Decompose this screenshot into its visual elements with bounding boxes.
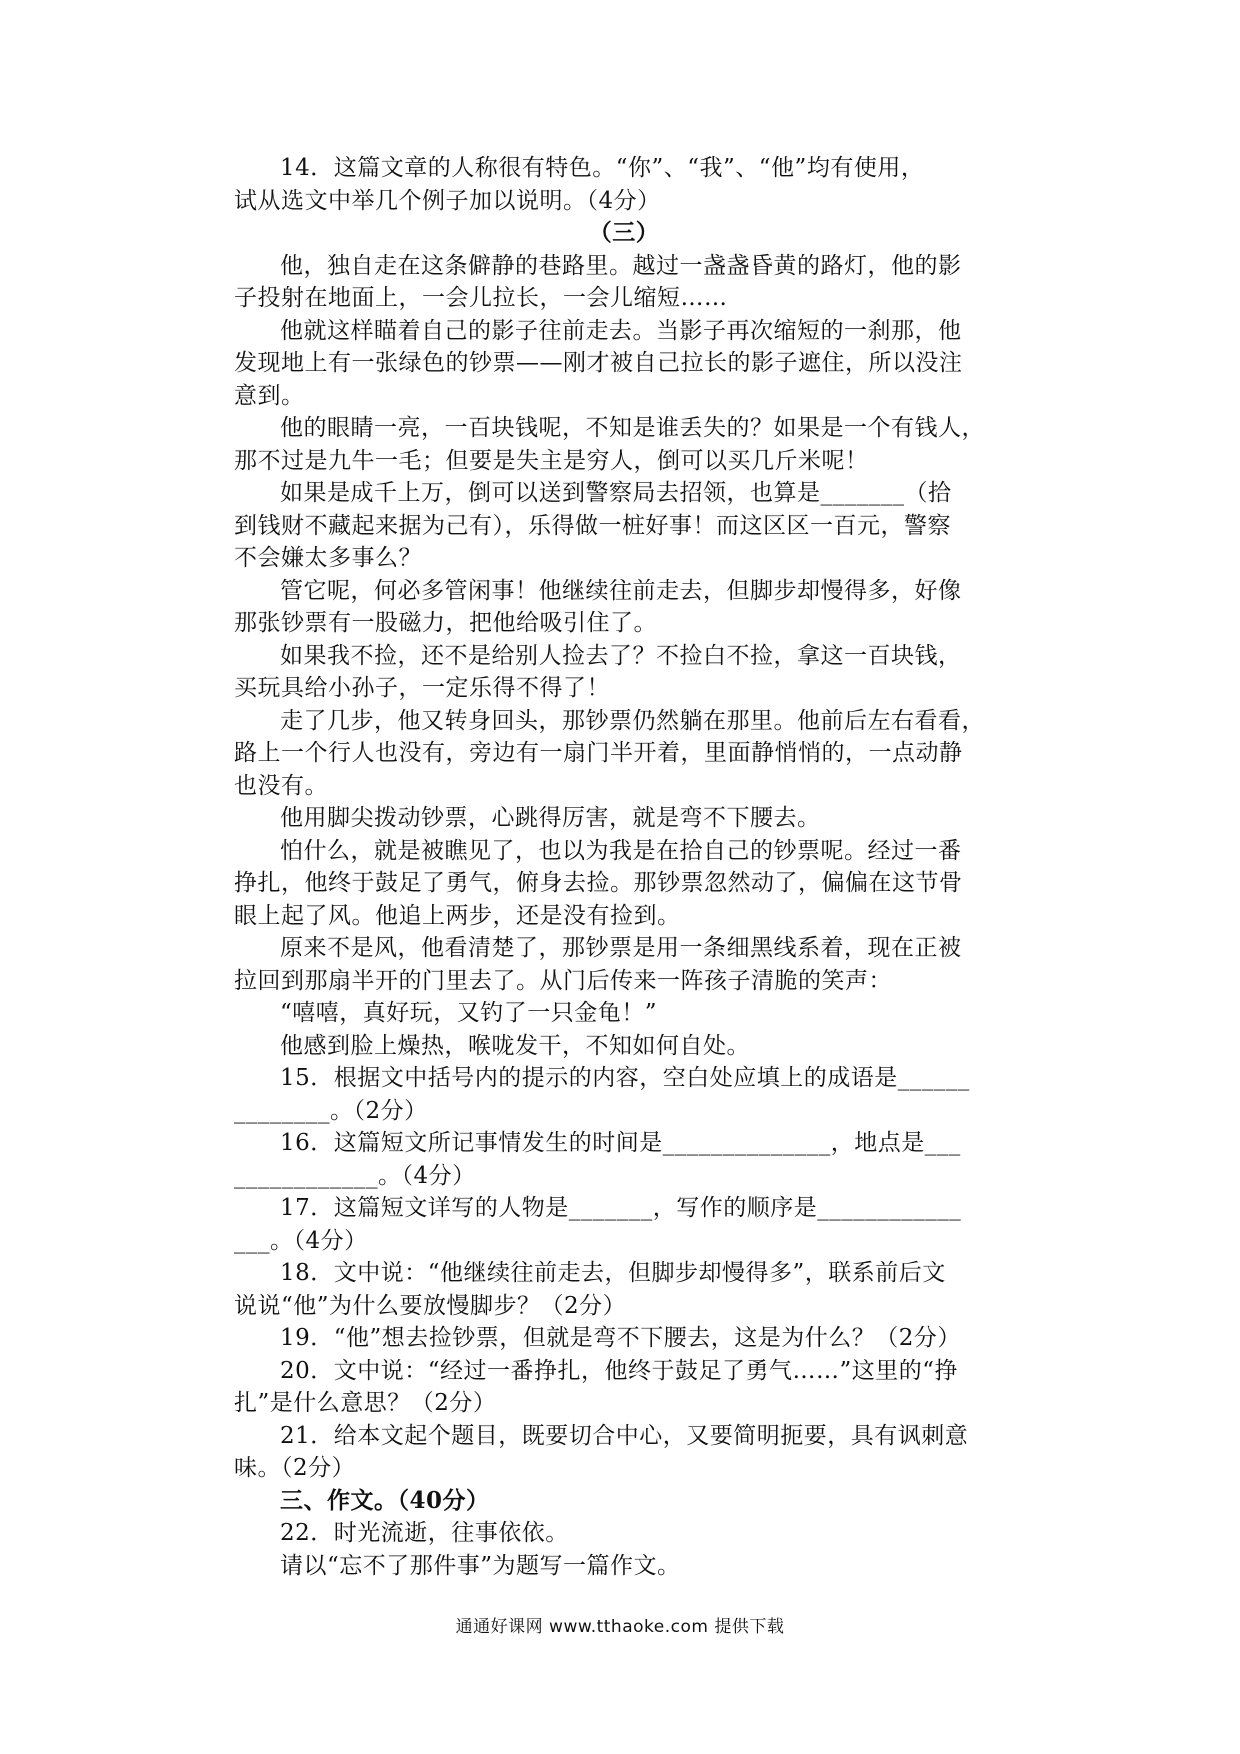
text-line: 18．文中说：“他继续往前走去，但脚步却慢得多”，联系前后文 [280,1260,946,1286]
text-line: 16．这篇短文所记事情发生的时间是______________，地点是___ [280,1130,961,1156]
text-line: 子投射在地面上，一会儿拉长，一会儿缩短…… [234,285,728,311]
text-line: 路上一个行人也没有，旁边有一扇门半开着，里面静悄悄的，一点动静 [234,740,963,766]
text-line: 请以“忘不了那件事”为题写一篇作文。 [280,1552,681,1579]
text-line: “嘻嘻，真好玩，又钓了一只金龟！” [280,1000,658,1026]
text-line: 如果我不捡，还不是给别人捡去了？不捡白不捡，拿这一百块钱， [280,642,962,669]
text-line: 发现地上有一张绿色的钞票——刚才被自己拉长的影子遮住，所以没注 [234,350,963,376]
text-line: 他用脚尖拨动钞票，心跳得厉害，就是弯不下腰去。 [280,805,821,831]
text-line: 拉回到那扇半开的门里去了。从门后传来一阵孩子清脆的笑声： [234,967,892,994]
text-line: 意到。 [234,382,305,409]
text-line: 三、作文。（40分） [280,1486,490,1514]
text-line: ____________。（4分） [234,1162,476,1189]
text-line: 挣扎，他终于鼓足了勇气，俯身去捡。那钞票忽然动了，偏偏在这节骨 [234,870,963,896]
text-line: 眼上起了风。他追上两步，还是没有捡到。 [234,902,681,929]
page-footer: 通通好课网 www.tthaoke.com 提供下载 [455,1617,785,1637]
text-line: 他感到脸上燥热，喉咙发干，不知如何自处。 [280,1032,750,1059]
text-line: ___。（4分） [234,1227,368,1254]
text-line: 14．这篇文章的人称很有特色。“你”、“我”、“他”均有使用， [280,155,925,181]
text-line: 怕什么，就是被瞧见了，也以为我是在拾自己的钞票呢。经过一番 [280,837,962,864]
document-body [234,152,1014,1582]
text-line: 19．“他”想去捡钞票，但就是弯不下腰去，这是为什么？（2分） [280,1325,961,1351]
text-line: 他就这样瞄着自己的影子往前走去。当影子再次缩短的一刹那，他 [280,317,962,344]
text-line: 走了几步，他又转身回头，那钞票仍然躺在那里。他前后左右看看， [280,707,985,734]
text-line: 也没有。 [234,772,328,799]
text-line: 买玩具给小孙子，一定乐得不得了！ [234,675,610,701]
section-heading: （三） [588,219,660,246]
text-line: 到钱财不藏起来据为己有），乐得做一桩好事！而这区区一百元，警察 [234,512,951,539]
text-line: 21．给本文起个题目，既要切合中心，又要简明扼要，具有讽刺意 [280,1422,969,1449]
text-line: 17．这篇短文详写的人物是_______，写作的顺序是____________ [280,1195,962,1221]
text-line: 管它呢，何必多管闲事！他继续往前走去，但脚步却慢得多，好像 [280,577,962,604]
text-line: 那不过是九牛一毛；但要是失主是穷人，倒可以买几斤米呢！ [234,447,869,474]
text-line: 扎”是什么意思？（2分） [234,1390,497,1416]
text-line: 如果是成千上万，倒可以送到警察局去招领，也算是_______（拾 [280,480,952,506]
text-line: 试从选文中举几个例子加以说明。（4分） [234,187,661,214]
text-line: 不会嫌太多事么？ [234,545,422,571]
text-line: 那张钞票有一股磁力，把他给吸引住了。 [234,610,657,636]
text-line: 味。（2分） [234,1455,356,1481]
text-line: 22．时光流逝，往事依依。 [280,1520,569,1546]
text-line: 15．根据文中括号内的提示的内容，空白处应填上的成语是______ [280,1065,970,1091]
text-line: 20．文中说：“经过一番挣扎，他终于鼓足了勇气……”这里的“挣 [280,1357,959,1384]
text-line: 他的眼睛一亮，一百块钱呢，不知是谁丢失的？如果是一个有钱人， [280,415,985,441]
text-line: 原来不是风，他看清楚了，那钞票是用一条细黑线系着，现在正被 [280,935,962,961]
text-line: 说说“他”为什么要放慢脚步？（2分） [234,1292,627,1319]
text-line: 他，独自走在这条僻静的巷路里。越过一盏盏昏黄的路灯，他的影 [280,252,962,279]
text-line: ________。（2分） [234,1097,428,1124]
